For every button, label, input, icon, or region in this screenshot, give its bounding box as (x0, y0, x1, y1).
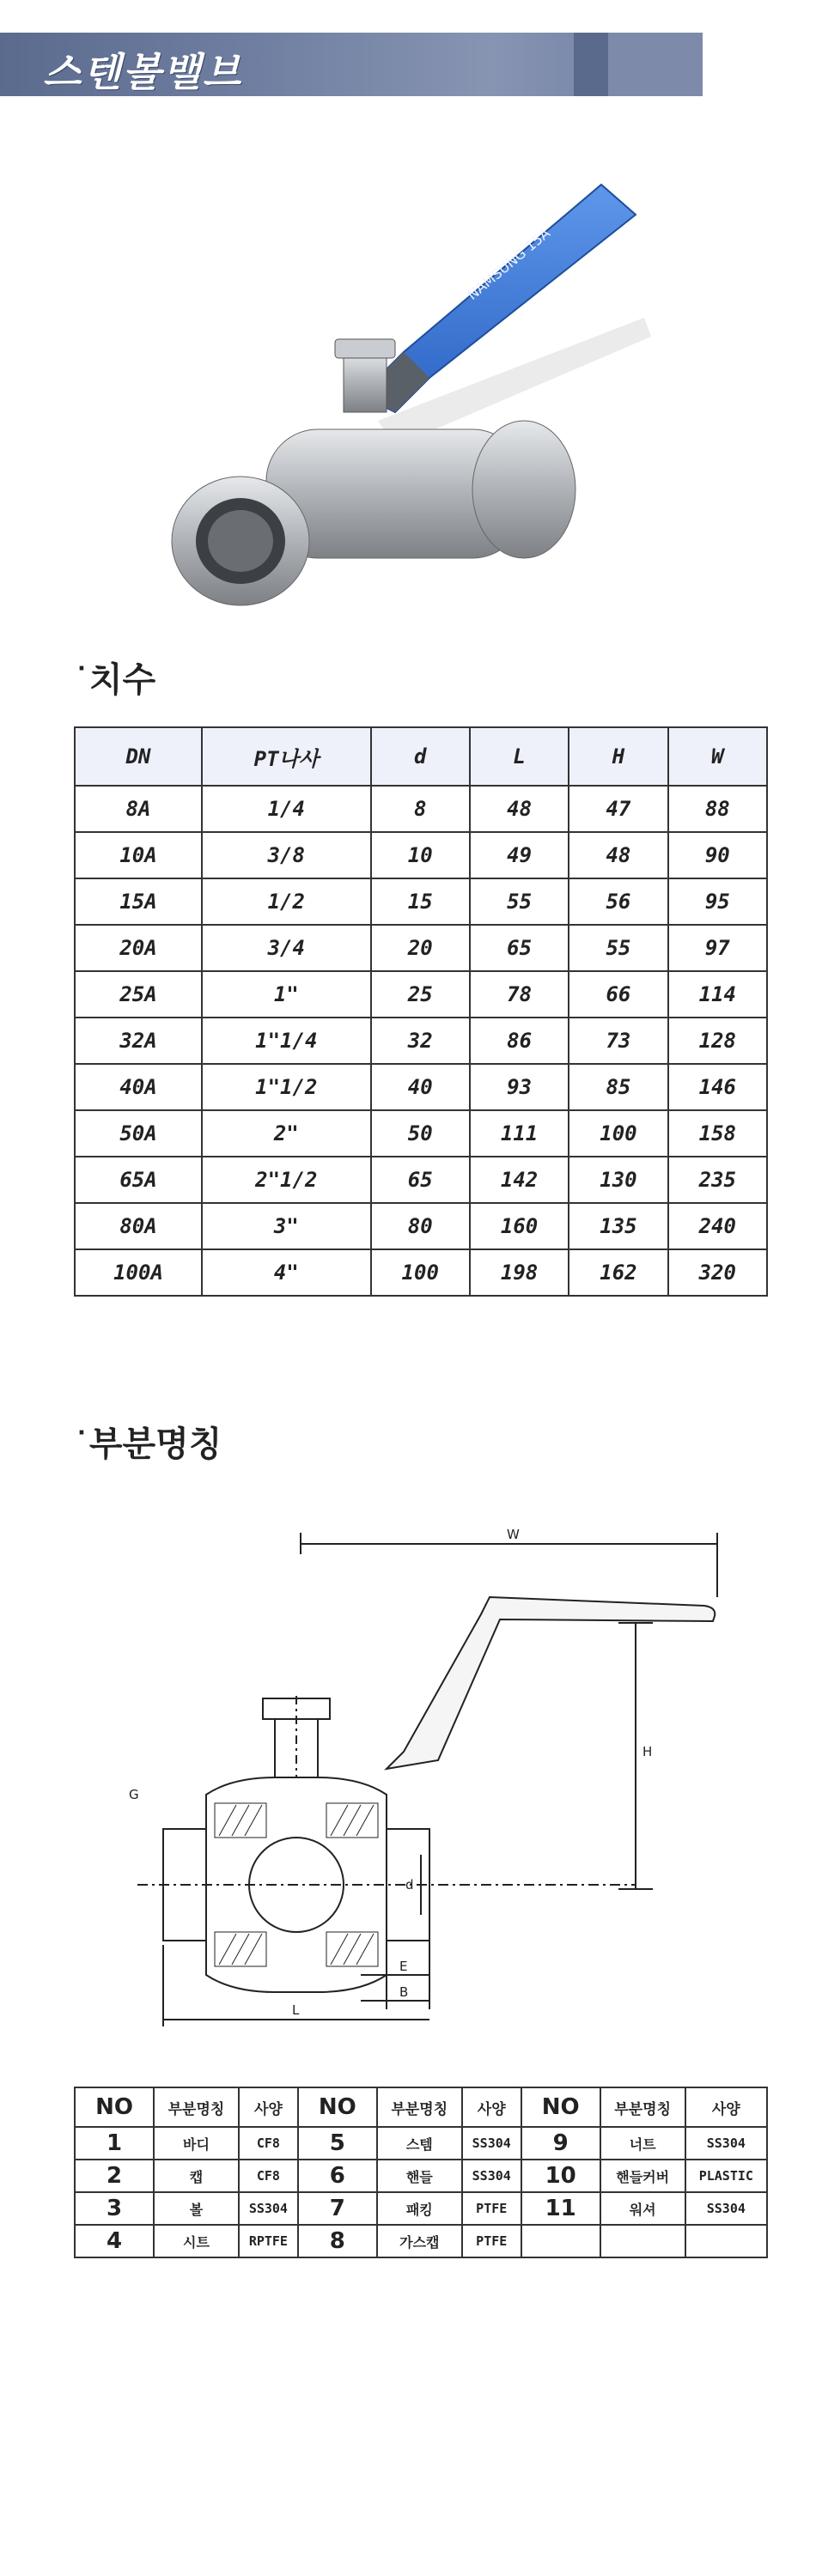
dimension-cell: 40A (75, 1064, 202, 1110)
col-spec-3: 사양 (685, 2087, 767, 2127)
label-w: W (507, 1527, 520, 1542)
dimension-row (75, 1064, 767, 1110)
dimension-cell: 160 (470, 1203, 569, 1249)
part-number: 11 (521, 2192, 600, 2225)
dimension-cell: 198 (470, 1249, 569, 1296)
dimension-cell: 3/8 (202, 832, 371, 878)
part-spec: PTFE (462, 2192, 521, 2225)
dimension-cell: 90 (668, 832, 767, 878)
dimension-cell: 158 (668, 1110, 767, 1157)
col-no-2: NO (298, 2087, 377, 2127)
label-h: H (642, 1744, 653, 1759)
dimension-cell: 78 (470, 971, 569, 1018)
dimension-row (75, 1110, 767, 1157)
part-name: 핸들커버 (600, 2160, 685, 2192)
col-spec-1: 사양 (239, 2087, 298, 2127)
part-spec (685, 2225, 767, 2257)
part-number: 1 (75, 2127, 154, 2160)
dimension-cell: 80 (371, 1203, 470, 1249)
dimension-cell: 135 (569, 1203, 667, 1249)
part-spec: SS304 (462, 2160, 521, 2192)
title-bar-accent (574, 33, 608, 96)
col-no-1: NO (75, 2087, 154, 2127)
label-d: d (405, 1877, 414, 1893)
dimension-cell: 1" (202, 971, 371, 1018)
dimension-cell: 320 (668, 1249, 767, 1296)
col-pt-thread: PT나사 (202, 727, 371, 786)
dimension-cell: 32 (371, 1018, 470, 1064)
part-number: 3 (75, 2192, 154, 2225)
part-spec: SS304 (462, 2127, 521, 2160)
part-number: 4 (75, 2225, 154, 2257)
col-w: W (668, 727, 767, 786)
dimensions-heading (77, 653, 155, 702)
dimension-cell: 50 (371, 1110, 470, 1157)
dimension-cell: 85 (569, 1064, 667, 1110)
part-spec: CF8 (239, 2160, 298, 2192)
part-name: 워셔 (600, 2192, 685, 2225)
part-spec: RPTFE (239, 2225, 298, 2257)
dimension-cell: 3" (202, 1203, 371, 1249)
dimension-cell: 1"1/4 (202, 1018, 371, 1064)
dimension-cell: 32A (75, 1018, 202, 1064)
col-d: d (371, 727, 470, 786)
label-e: E (399, 1959, 408, 1974)
dimension-cell: 48 (470, 786, 569, 832)
dimension-cell: 93 (470, 1064, 569, 1110)
part-name: 시트 (154, 2225, 239, 2257)
col-name-2: 부분명칭 (377, 2087, 462, 2127)
label-g: G (129, 1787, 139, 1802)
dimension-cell: 128 (668, 1018, 767, 1064)
col-no-3: NO (521, 2087, 600, 2127)
part-spec: SS304 (685, 2192, 767, 2225)
dimension-row (75, 1157, 767, 1203)
dimension-cell: 1/4 (202, 786, 371, 832)
part-name: 바디 (154, 2127, 239, 2160)
part-row (75, 2127, 767, 2160)
col-name-3: 부분명칭 (600, 2087, 685, 2127)
bullet-dot: · (77, 656, 86, 682)
dimension-cell: 2"1/2 (202, 1157, 371, 1203)
dimension-cell: 55 (470, 878, 569, 925)
part-number: 8 (298, 2225, 377, 2257)
part-row (75, 2225, 767, 2257)
dimension-cell: 2" (202, 1110, 371, 1157)
dimension-cell: 56 (569, 878, 667, 925)
part-spec: CF8 (239, 2127, 298, 2160)
dimension-row (75, 878, 767, 925)
dimension-cell: 8 (371, 786, 470, 832)
col-spec-2: 사양 (462, 2087, 521, 2127)
dimension-cell: 97 (668, 925, 767, 971)
part-number: 7 (298, 2192, 377, 2225)
dimension-cell: 114 (668, 971, 767, 1018)
dimension-cell: 4" (202, 1249, 371, 1296)
dimension-cell: 40 (371, 1064, 470, 1110)
col-name-1: 부분명칭 (154, 2087, 239, 2127)
dimension-cell: 20A (75, 925, 202, 971)
part-name: 핸들 (377, 2160, 462, 2192)
dimension-cell: 73 (569, 1018, 667, 1064)
part-spec: PTFE (462, 2225, 521, 2257)
dimension-cell: 146 (668, 1064, 767, 1110)
dimension-cell: 162 (569, 1249, 667, 1296)
dimension-cell: 48 (569, 832, 667, 878)
dimension-cell: 1"1/2 (202, 1064, 371, 1110)
dimension-row (75, 925, 767, 971)
part-spec: SS304 (685, 2127, 767, 2160)
dimension-row (75, 1203, 767, 1249)
part-number: 9 (521, 2127, 600, 2160)
dimension-cell: 55 (569, 925, 667, 971)
dimension-cell: 65A (75, 1157, 202, 1203)
parts-heading-text: 부분명칭 (88, 1425, 222, 1464)
part-number: 2 (75, 2160, 154, 2192)
dimension-row (75, 1249, 767, 1296)
dimension-cell: 10A (75, 832, 202, 878)
dimension-cell: 15A (75, 878, 202, 925)
dimension-cell: 100A (75, 1249, 202, 1296)
page-title: 스텐볼밸브 (43, 49, 243, 95)
title-bar (0, 33, 703, 96)
part-number: 10 (521, 2160, 600, 2192)
part-name: 캡 (154, 2160, 239, 2192)
dimension-cell: 88 (668, 786, 767, 832)
parts-header-row (75, 2087, 767, 2127)
dimension-cell: 49 (470, 832, 569, 878)
part-name (600, 2225, 685, 2257)
dimension-row (75, 832, 767, 878)
part-name: 가스캡 (377, 2225, 462, 2257)
dimension-cell: 1/2 (202, 878, 371, 925)
dimension-cell: 80A (75, 1203, 202, 1249)
bullet-dot: · (77, 1420, 86, 1446)
part-number (521, 2225, 600, 2257)
valve-cross-section-drawing (103, 1494, 756, 2026)
dimension-cell: 3/4 (202, 925, 371, 971)
dimension-row (75, 1018, 767, 1064)
part-spec: PLASTIC (685, 2160, 767, 2192)
dimension-cell: 25A (75, 971, 202, 1018)
col-h: H (569, 727, 667, 786)
part-name: 스템 (377, 2127, 462, 2160)
dimension-cell: 142 (470, 1157, 569, 1203)
col-l: L (470, 727, 569, 786)
dimension-cell: 100 (569, 1110, 667, 1157)
part-name: 너트 (600, 2127, 685, 2160)
dimension-cell: 66 (569, 971, 667, 1018)
part-name: 패킹 (377, 2192, 462, 2225)
part-number: 5 (298, 2127, 377, 2160)
dimension-cell: 65 (470, 925, 569, 971)
dimension-row (75, 971, 767, 1018)
dimension-cell: 235 (668, 1157, 767, 1203)
dimension-cell: 95 (668, 878, 767, 925)
dimension-cell: 111 (470, 1110, 569, 1157)
dimension-cell: 20 (371, 925, 470, 971)
handle-brand-text: NAMSUNG 15A (464, 224, 553, 304)
dimension-cell: 65 (371, 1157, 470, 1203)
dimension-cell: 25 (371, 971, 470, 1018)
part-name: 볼 (154, 2192, 239, 2225)
dimensions-heading-text: 치수 (88, 660, 156, 700)
dimension-cell: 240 (668, 1203, 767, 1249)
dimension-cell: 50A (75, 1110, 202, 1157)
part-spec: SS304 (239, 2192, 298, 2225)
dimension-cell: 130 (569, 1157, 667, 1203)
dimensions-header-row (75, 727, 767, 786)
part-number: 6 (298, 2160, 377, 2192)
parts-table (74, 2087, 768, 2258)
ball-valve-photo (120, 137, 653, 618)
dimension-cell: 8A (75, 786, 202, 832)
label-l: L (292, 2002, 300, 2018)
dimension-cell: 47 (569, 786, 667, 832)
title-bar-accent-right (608, 33, 703, 96)
part-row (75, 2192, 767, 2225)
dimensions-table (74, 726, 768, 1297)
parts-heading (77, 1417, 222, 1466)
part-row (75, 2160, 767, 2192)
dimension-cell: 15 (371, 878, 470, 925)
label-b: B (399, 1984, 409, 2000)
dimension-cell: 86 (470, 1018, 569, 1064)
col-dn: DN (75, 727, 202, 786)
dimension-cell: 100 (371, 1249, 470, 1296)
dimension-row (75, 786, 767, 832)
dimension-cell: 10 (371, 832, 470, 878)
